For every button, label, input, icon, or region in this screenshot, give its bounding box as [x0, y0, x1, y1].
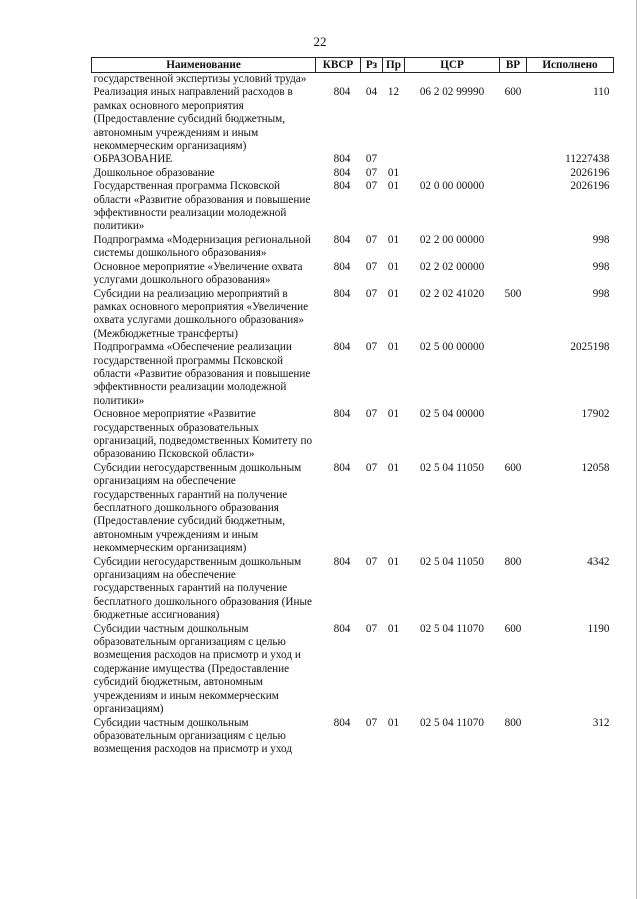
- cell-vr: [500, 261, 527, 288]
- header-kvsr: КВСР: [316, 58, 361, 73]
- cell-rz: 04: [365, 86, 378, 99]
- cell-csr: [405, 167, 500, 180]
- cell-isp: 12058: [581, 461, 610, 474]
- table-row: [92, 408, 614, 462]
- cell-csr: 02 5 00 00000: [419, 341, 485, 354]
- budget-execution-table: [91, 57, 614, 757]
- cell-name: государственной экспертизы условий труда»: [93, 73, 307, 85]
- cell-vr: [500, 180, 527, 234]
- cell-name: Подпрограмма «Модернизация региональной системы дошкольного образования»: [93, 233, 311, 260]
- cell-name: Подпрограмма «Обеспечение реализации государственной программы Псковской области «Развитие образования и повышение эффективности реализации молодежной политики»: [93, 341, 311, 407]
- cell-kvsr: 804: [333, 86, 351, 99]
- table-row: [92, 341, 614, 408]
- cell-kvsr: 804: [333, 716, 351, 729]
- cell-kvsr: 804: [333, 153, 351, 166]
- cell-rz: [361, 73, 383, 87]
- table-row: [92, 717, 614, 757]
- cell-csr: 02 5 04 00000: [419, 408, 485, 421]
- cell-vr: 600: [504, 622, 522, 635]
- cell-rz: 07: [365, 461, 378, 474]
- cell-isp: 110: [593, 86, 610, 99]
- cell-pr: 01: [387, 461, 400, 474]
- cell-vr: 600: [504, 86, 522, 99]
- cell-vr: 500: [504, 287, 522, 300]
- table-row: [92, 153, 614, 166]
- cell-csr: 02 5 04 11070: [420, 716, 484, 729]
- cell-name: Субсидии частным дошкольным образовательным организациям с целью возмещения расходов на присмотр и уход: [93, 716, 293, 756]
- table-row: [92, 462, 614, 556]
- cell-pr: 01: [387, 287, 400, 300]
- cell-csr: [405, 73, 500, 87]
- cell-csr: 02 2 02 00000: [419, 260, 485, 273]
- cell-pr: 01: [387, 260, 400, 273]
- cell-csr: 02 5 04 11050: [420, 555, 484, 568]
- table-row: [92, 261, 614, 288]
- cell-isp: 1190: [587, 622, 610, 635]
- header-rz: Рз: [361, 58, 383, 73]
- cell-isp: 4342: [587, 555, 610, 568]
- header-name: Наименование: [92, 58, 316, 73]
- cell-isp: 2026196: [570, 166, 610, 179]
- cell-kvsr: 804: [333, 287, 351, 300]
- cell-isp: 11227438: [565, 153, 610, 166]
- cell-isp: 998: [592, 233, 610, 246]
- cell-vr: [500, 408, 527, 462]
- cell-csr: 02 0 00 00000: [419, 180, 485, 193]
- cell-name: Дошкольное образование: [93, 166, 215, 179]
- cell-vr: [500, 341, 527, 408]
- cell-vr: 600: [504, 461, 522, 474]
- header-csr: ЦСР: [405, 58, 500, 73]
- header-vr: ВР: [500, 58, 527, 73]
- cell-name: Государственная программа Псковской области «Развитие образования и повышение эффективности реализации молодежной политики»: [93, 180, 311, 233]
- cell-isp: 998: [592, 260, 610, 273]
- cell-isp: 2026196: [570, 180, 610, 193]
- table-row: [92, 167, 614, 180]
- cell-pr: 01: [387, 716, 400, 729]
- cell-rz: 07: [365, 153, 378, 166]
- cell-vr: [500, 153, 527, 166]
- cell-name: Реализация иных направлений расходов в рамках основного мероприятия (Предоставление субсидий бюджетным, автономным учреждениям и иным некоммерческим организациям): [93, 86, 293, 153]
- cell-vr: 800: [504, 555, 522, 568]
- header-isp: Исполнено: [527, 58, 614, 73]
- cell-rz: 07: [365, 233, 378, 246]
- table-row: [92, 86, 614, 153]
- cell-name: Субсидии частным дошкольным образовательным организациям с целью возмещения расходов на присмотр и уход и содержание имущества (Предоставление субсидий бюджетным, автономным учреждениям и иным некоммерческим организациям): [93, 622, 301, 716]
- cell-isp: [527, 73, 614, 87]
- cell-pr: 01: [387, 341, 400, 354]
- cell-name: Субсидии на реализацию мероприятий в рамках основного мероприятия «Увеличение охвата услугами дошкольного образования» (Межбюджетные трансферты): [93, 287, 309, 340]
- cell-csr: 02 5 04 11070: [420, 622, 484, 635]
- cell-kvsr: 804: [333, 166, 351, 179]
- cell-rz: 07: [365, 622, 378, 635]
- page-number: 22: [313, 34, 327, 49]
- cell-kvsr: 804: [333, 180, 351, 193]
- cell-rz: 07: [365, 408, 378, 421]
- cell-kvsr: 804: [333, 461, 351, 474]
- cell-vr: [500, 167, 527, 180]
- cell-kvsr: 804: [333, 260, 351, 273]
- cell-name: Субсидии негосударственным дошкольным организациям на обеспечение государственных гарантий на получение бесплатного дошкольного образования (Иные бюджетные ассигнования): [93, 555, 312, 622]
- cell-pr: 01: [387, 622, 400, 635]
- cell-pr: 01: [387, 180, 400, 193]
- cell-rz: 07: [365, 180, 378, 193]
- table-row: [92, 180, 614, 234]
- cell-vr: [500, 234, 527, 261]
- cell-rz: 07: [365, 716, 378, 729]
- cell-isp: 2025198: [570, 341, 610, 354]
- cell-pr: 01: [387, 166, 400, 179]
- cell-rz: 07: [365, 555, 378, 568]
- cell-csr: 02 2 00 00000: [419, 233, 485, 246]
- scan-edge-line: [636, 0, 637, 899]
- cell-name: Основное мероприятие «Развитие государственных образовательных организаций, подведомственных Комитету по образованию Псковской области»: [93, 408, 313, 461]
- cell-name: Субсидии негосударственным дошкольным организациям на обеспечение государственных гарантий на получение бесплатного дошкольного образования (Предоставление субсидий бюджетным, автономным учреждениям и иным некоммерческим организациям): [93, 461, 302, 555]
- cell-csr: 02 2 02 41020: [419, 287, 485, 300]
- cell-pr: 01: [387, 555, 400, 568]
- table-row: [92, 234, 614, 261]
- cell-isp: 312: [592, 716, 610, 729]
- header-pr: Пр: [383, 58, 405, 73]
- cell-rz: 07: [365, 287, 378, 300]
- cell-kvsr: [316, 73, 361, 87]
- cell-isp: 17902: [581, 408, 610, 421]
- table-row: [92, 623, 614, 717]
- table-body: [92, 73, 614, 757]
- cell-csr: 02 5 04 11050: [420, 461, 484, 474]
- cell-name: ОБРАЗОВАНИЕ: [93, 153, 173, 166]
- cell-kvsr: 804: [333, 555, 351, 568]
- cell-pr: [383, 153, 405, 166]
- table-header-row: [92, 58, 614, 73]
- table-row: [92, 556, 614, 623]
- cell-pr: 12: [387, 86, 400, 99]
- cell-rz: 07: [365, 341, 378, 354]
- cell-vr: [500, 73, 527, 87]
- cell-rz: 07: [365, 166, 378, 179]
- cell-pr: 01: [387, 233, 400, 246]
- cell-rz: 07: [365, 260, 378, 273]
- cell-kvsr: 804: [333, 341, 351, 354]
- cell-csr: [405, 153, 500, 166]
- cell-name: Основное мероприятие «Увеличение охвата услугами дошкольного образования»: [93, 260, 303, 287]
- cell-kvsr: 804: [333, 622, 351, 635]
- cell-kvsr: 804: [333, 408, 351, 421]
- cell-csr: 06 2 02 99990: [419, 86, 485, 99]
- cell-pr: 01: [387, 408, 400, 421]
- cell-pr: [383, 73, 405, 87]
- cell-vr: 800: [504, 716, 522, 729]
- cell-kvsr: 804: [333, 233, 351, 246]
- cell-isp: 998: [592, 287, 610, 300]
- table-row: [92, 73, 614, 87]
- table-row: [92, 288, 614, 342]
